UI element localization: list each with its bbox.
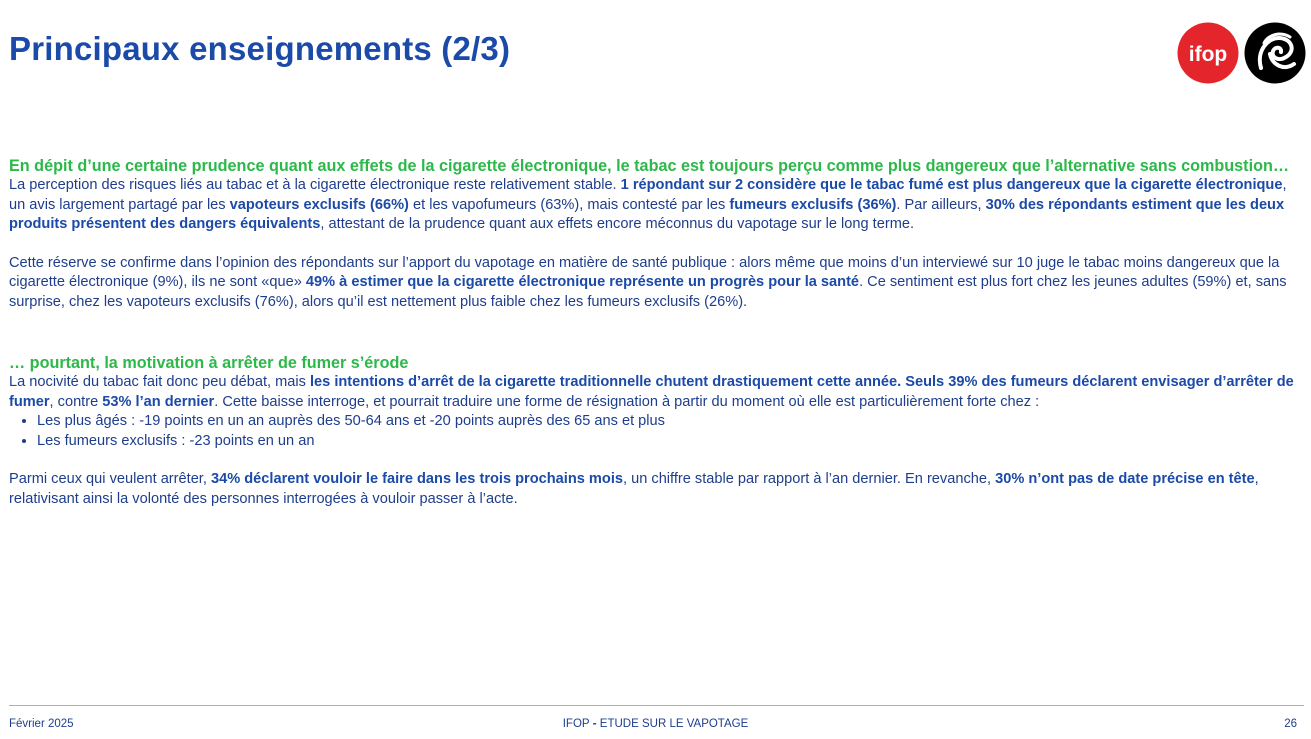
section1-paragraph2: Cette réserve se confirme dans l’opinion des répondants sur l’apport du vapotage en matière de santé publique : alors même que moins d’un interviewé sur 10 juge le tabac moins dangereux que la cigarette électronique (9%), ils ne sont «que» 49% à estimer que la cigarette électronique représente un progrès pour la santé. Ce sentiment est plus fort chez les jeunes adultes (59%) et, sans surprise, chez les vapoteurs exclusifs (76%), alors qu’il est nettement plus faible chez les fumeurs exclusifs (26%). bbox=[9, 254, 1287, 310]
section1-heading: En dépit d’une certaine prudence quant aux effets de la cigarette électronique, le tabac est toujours perçu comme plus dangereux que l’alternative sans combustion… bbox=[9, 157, 1290, 175]
section2-paragraph2: Parmi ceux qui veulent arrêter, 34% déclarent vouloir le faire dans les trois prochains mois, un chiffre stable par rapport à l’an dernier. En revanche, 30% n’ont pas de date précise en tête, relativisant ainsi la volonté des personnes interrogées à vouloir passer à l’acte. bbox=[9, 471, 1259, 507]
logos bbox=[1176, 21, 1306, 85]
section2-paragraph1: La nocivité du tabac fait donc peu débat, mais les intentions d’arrêt de la cigarette traditionnelle chutent drastiquement cette année. Seuls 39% des fumeurs déclarent envisager d’arrêter de fumer, contre 53% l’an dernier. Cette baisse interroge, et pourrait traduire une forme de résignation à partir du moment où elle est particulièrement forte chez : bbox=[9, 374, 1294, 410]
bullet-list bbox=[9, 412, 1305, 451]
section2-heading: … pourtant, la motivation à arrêter de fumer s’érode bbox=[9, 354, 409, 372]
main-content bbox=[9, 156, 1305, 509]
list-item: • Les fumeurs exclusifs : -23 points en un an bbox=[37, 432, 1305, 452]
list-item: • Les plus âgés : -19 points en un an auprès des 50-64 ans et -20 points auprès des 65 ans et plus bbox=[37, 412, 1305, 432]
section1-paragraph1: La perception des risques liés au tabac et à la cigarette électronique reste relativement stable. 1 répondant sur 2 considère que le tabac fumé est plus dangereux que la cigarette électronique, un avis largement partagé par les vapoteurs exclusifs (66%) et les vapofumeurs (63%), mais contesté par les fumeurs exclusifs (36%). Par ailleurs, 30% des répondants estiment que les deux produits présentent des dangers équivalents, attestant de la prudence quant aux effets encore méconnus du vapotage sur le long terme. bbox=[9, 177, 1287, 232]
footer-title: IFOP - ETUDE SUR LE VAPOTAGE bbox=[562, 718, 749, 730]
footer-divider bbox=[9, 705, 1304, 706]
page-title: Principaux enseignements (2/3) bbox=[9, 30, 511, 67]
ifop-logo bbox=[1178, 23, 1239, 84]
ifop-logo-text: ifop bbox=[1188, 43, 1228, 66]
page-number: 26 bbox=[1284, 718, 1297, 730]
footer-date: Février 2025 bbox=[9, 718, 74, 730]
partner-logo bbox=[1245, 23, 1306, 84]
